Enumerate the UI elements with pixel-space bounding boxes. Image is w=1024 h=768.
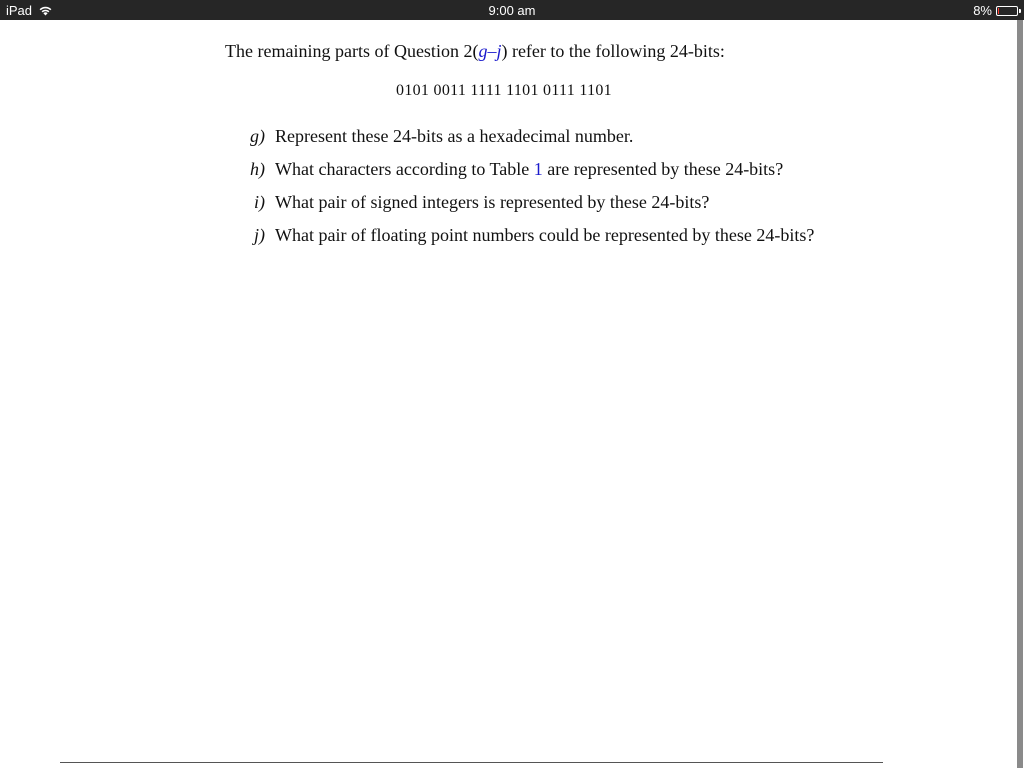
question-part-h bbox=[240, 159, 814, 192]
part-text: What pair of signed integers is represented by these 24-bits? bbox=[275, 192, 710, 212]
battery-tip bbox=[1019, 9, 1021, 13]
battery-percentage: 8% bbox=[973, 3, 992, 18]
part-label: h) bbox=[250, 159, 265, 179]
part-text bbox=[275, 159, 783, 180]
clock: 9:00 am bbox=[488, 3, 536, 18]
part-text: What pair of floating point numbers could be represented by these 24-bits? bbox=[275, 225, 815, 245]
part-label: j) bbox=[254, 225, 265, 245]
question-part-i bbox=[240, 192, 814, 225]
range-dash: – bbox=[487, 41, 497, 61]
question-parts-list bbox=[240, 126, 814, 258]
part-label: g) bbox=[250, 126, 265, 146]
part-text-before: What characters according to Table bbox=[275, 159, 534, 179]
intro-text-before: The remaining parts of Question 2( bbox=[225, 41, 479, 61]
question-part-g bbox=[240, 126, 814, 159]
question-part-j bbox=[240, 225, 814, 258]
page-bottom-rule bbox=[60, 762, 883, 763]
part-ref-link-g[interactable]: g bbox=[478, 41, 488, 61]
part-text-after: are represented by these 24-bits? bbox=[542, 159, 784, 179]
battery-level-fill bbox=[998, 8, 999, 14]
scrollbar[interactable] bbox=[1017, 20, 1023, 768]
status-right bbox=[973, 3, 1018, 18]
intro-paragraph bbox=[225, 41, 725, 62]
part-text: Represent these 24-bits as a hexadecimal number. bbox=[275, 126, 634, 146]
table-ref-link[interactable]: 1 bbox=[533, 159, 543, 179]
device-name: iPad bbox=[6, 3, 33, 18]
intro-text-after: ) refer to the following 24-bits: bbox=[501, 41, 725, 61]
part-label: i) bbox=[254, 192, 265, 212]
bit-string: 0101 0011 1111 1101 0111 1101 bbox=[396, 82, 612, 99]
battery-icon bbox=[996, 6, 1018, 16]
part-ref-link-j[interactable]: j bbox=[496, 41, 502, 61]
status-bar bbox=[0, 0, 1024, 20]
